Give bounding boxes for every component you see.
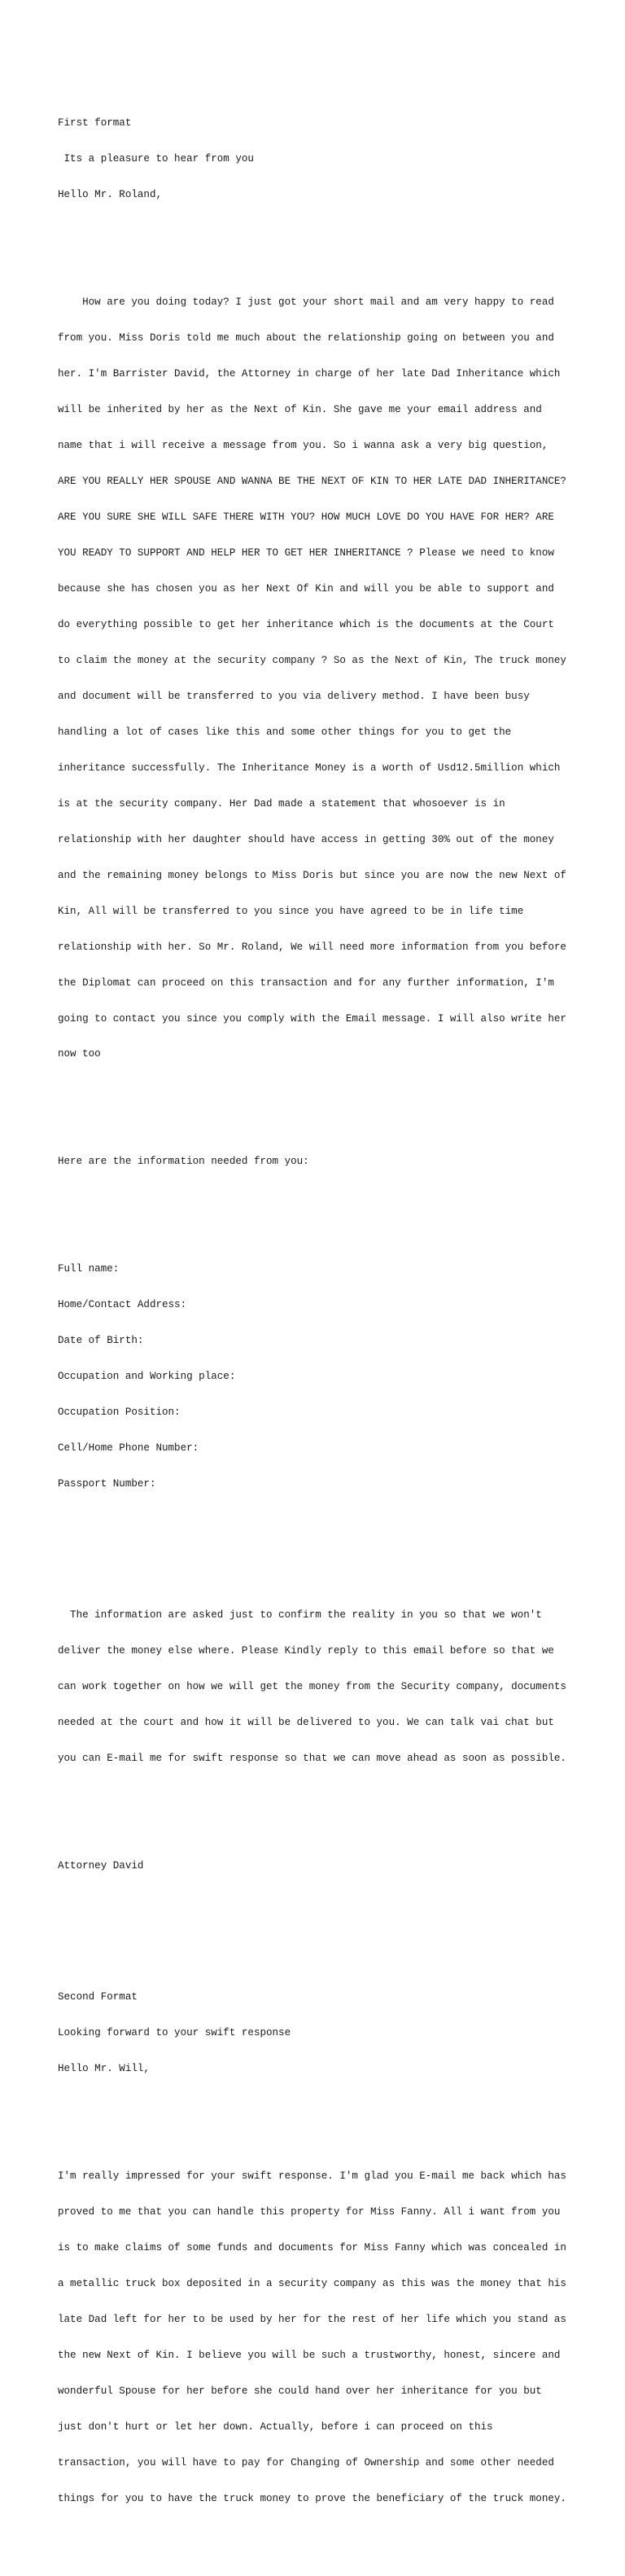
body-line: relationship with her daughter should have access in getting 30% out of the money <box>58 833 554 845</box>
body-line: handling a lot of cases like this and some other things for you to get the <box>58 726 512 738</box>
body-line: late Dad left for her to be used by her for the rest of her life which you stand as <box>58 2314 566 2326</box>
body-line: will be inherited by her as the Next of Kin. She gave me your email address and <box>58 404 542 416</box>
signature: Attorney David <box>58 1860 144 1872</box>
subject-line: Looking forward to your swift response <box>58 2027 291 2039</box>
body-line: do everything possible to get her inheritance which is the documents at the Court <box>58 618 554 630</box>
body-line: the new Next of Kin. I believe you will be such a trustworthy, honest, sincere and <box>58 2350 561 2361</box>
first-format-section <box>58 94 619 1932</box>
body-line: wonderful Spouse for her before she could hand over her inheritance for you but <box>58 2385 542 2397</box>
section-heading: Second Format <box>58 1991 138 2003</box>
spacer <box>58 1896 619 1908</box>
spacer <box>58 1538 619 1550</box>
body-line: inheritance successfully. The Inheritance Money is a worth of Usd12.5million which <box>58 761 561 774</box>
closing-line: The information are asked just to confirm the reality in you so that we won't <box>58 1609 542 1622</box>
letter-body <box>58 273 619 1085</box>
section-heading: First format <box>58 117 132 129</box>
info-field-occupation-place: Occupation and Working place: <box>58 1371 236 1383</box>
body-line: YOU READY TO SUPPORT AND HELP HER TO GET HER INHERITANCE ? Please we need to know <box>58 546 554 559</box>
body-line: because she has chosen you as her Next Of Kin and will you be able to support and <box>58 582 554 595</box>
info-field-passport: Passport Number: <box>58 1478 156 1490</box>
body-line: to claim the money at the security company ? So as the Next of Kin, The truck money <box>58 654 566 666</box>
spacer <box>58 1108 619 1121</box>
body-line: from you. Miss Doris told me much about the relationship going on between you and <box>58 332 554 344</box>
body-line: things for you to have the truck money to prove the beneficiary of the truck money. <box>58 2492 566 2504</box>
greeting: Hello Mr. Roland, <box>58 189 162 201</box>
greeting: Hello Mr. Will, <box>58 2063 150 2075</box>
second-format-section <box>58 1968 619 2552</box>
body-line: and the remaining money belongs to Miss Doris but since you are now the new Next of <box>58 869 566 881</box>
body-line: transaction, you will have to pay for Changing of Ownership and some other needed <box>58 2456 554 2468</box>
body-line: just don't hurt or let her down. Actually, before i can proceed on this <box>58 2420 493 2433</box>
body-line: going to contact you since you comply with the Email message. I will also write her <box>58 1012 566 1025</box>
closing-line: can work together on how we will get the money from the Security company, documents <box>58 1681 566 1693</box>
body-line: is to make claims of some funds and documents for Miss Fanny which was concealed in <box>58 2242 566 2254</box>
body-line: ARE YOU REALLY HER SPOUSE AND WANNA BE THE NEXT OF KIN TO HER LATE DAD INHERITANCE? <box>58 475 566 487</box>
document-page <box>58 58 619 2576</box>
body-line: is at the security company. Her Dad made a statement that whosoever is in <box>58 797 505 810</box>
info-field-full-name: Full name: <box>58 1263 120 1275</box>
info-intro: Here are the information needed from you: <box>58 1156 309 1168</box>
spacer <box>58 2099 619 2111</box>
info-field-occupation-position: Occupation Position: <box>58 1406 181 1419</box>
info-field-phone: Cell/Home Phone Number: <box>58 1442 199 1455</box>
closing-line: deliver the money else where. Please Kindly reply to this email before so that we <box>58 1645 554 1657</box>
body-line: proved to me that you can handle this property for Miss Fanny. All i want from you <box>58 2206 561 2218</box>
closing-line: you can E-mail me for swift response so that we can move ahead as soon as possible. <box>58 1753 566 1765</box>
spacer <box>58 225 619 237</box>
body-line: relationship with her. So Mr. Roland, We will need more information from you before <box>58 941 566 953</box>
letter-body <box>58 2147 619 2529</box>
body-line: Kin, All will be transferred to you since you have agreed to be in life time <box>58 905 524 917</box>
closing-paragraph <box>58 1586 619 1788</box>
info-field-list <box>58 1240 619 1514</box>
body-line: now too <box>58 1048 101 1060</box>
body-line: name that i will receive a message from you. So i wanna ask a very big question, <box>58 440 549 451</box>
info-field-date-of-birth: Date of Birth: <box>58 1335 144 1347</box>
subject-line: Its a pleasure to hear from you <box>58 153 254 165</box>
body-line: I'm really impressed for your swift response. I'm glad you E-mail me back which has <box>58 2170 566 2183</box>
body-line: her. I'm Barrister David, the Attorney in charge of her late Dad Inheritance which <box>58 368 561 380</box>
body-line: How are you doing today? I just got your short mail and am very happy to read <box>58 296 554 309</box>
body-line: a metallic truck box deposited in a security company as this was the money that his <box>58 2278 566 2290</box>
info-field-address: Home/Contact Address: <box>58 1299 187 1311</box>
spacer <box>58 1812 619 1824</box>
body-line: ARE YOU SURE SHE WILL SAFE THERE WITH YOU? HOW MUCH LOVE DO YOU HAVE FOR HER? ARE <box>58 511 554 523</box>
body-line: and document will be transferred to you via delivery method. I have been busy <box>58 690 530 702</box>
body-line: the Diplomat can proceed on this transaction and for any further information, I'm <box>58 976 554 989</box>
spacer <box>58 1191 619 1204</box>
closing-line: needed at the court and how it will be delivered to you. We can talk vai chat but <box>58 1717 554 1729</box>
